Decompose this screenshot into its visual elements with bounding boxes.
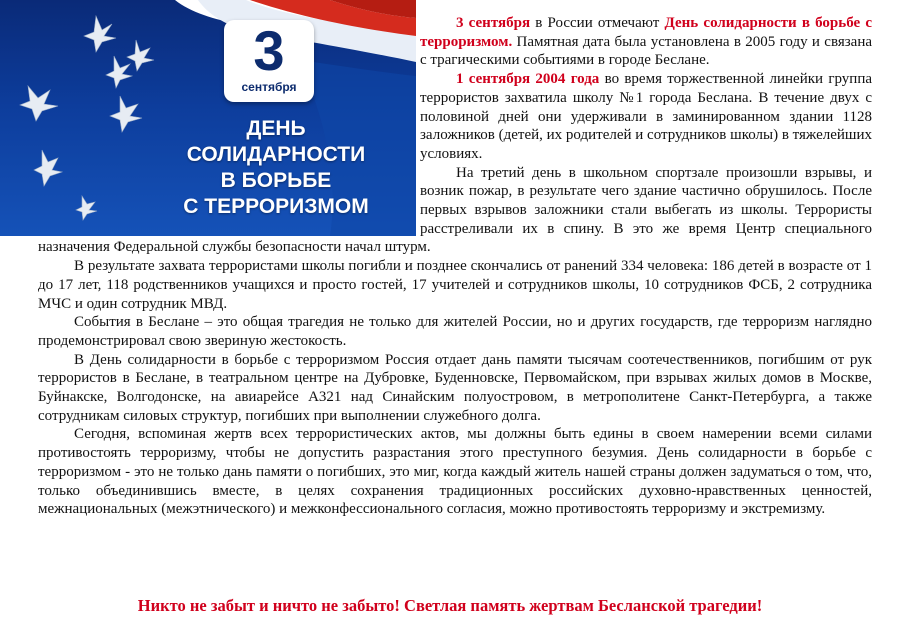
highlight-date: 3 сентября (456, 15, 531, 31)
date-month: сентября (241, 80, 297, 94)
banner-title-line: В БОРЬБЕ (220, 169, 332, 192)
paragraph-third-day: На третий день в школьном спортзале произошли взрывы, и возник пожар, в результате чего здание частично обрушилось. После первых взрывов заложники стали выбегать из школы. Террористы расстреливали их в спину. В это же время Центр специального назначения Федеральной службы безопасности начал штурм. (38, 164, 872, 256)
paragraph-tragedy: События в Беслане – это общая трагедия не только для жителей России, но и других государств, где терроризм наглядно продемонстрировал свою звериную жестокость. (38, 314, 872, 349)
paragraph-memory: В День солидарности в борьбе с терроризмом Россия отдает дань памяти тысячам соотечественников, погибшим от рук террористов в Беслане, в театральном центре на Дубровке, Буденновске, Первомайском, при взрывах жилых домов в Москве, Буйнакске, Волгодонске, на авиарейсе А321 над Синайским полуостровом, в метрополитене Санкт-Петербурга, а также сотрудникам силовых структур, погибших при выполнении служебного долга. (38, 351, 872, 424)
article-body (38, 14, 872, 519)
paragraph-text: во время торжественной линейки группа террористов захватила школу №1 города Беслана. В течение двух с половиной дней они удерживали в заминированном здании 1128 заложников (детей, их родителей и сотрудников школы) в тяжелейших условиях. (420, 71, 873, 162)
paragraph-text: в России отмечают (530, 15, 665, 31)
banner-float-spacer (38, 14, 420, 236)
paragraph-unity: Сегодня, вспоминая жертв всех террористических актов, мы должны быть едины в своем намерении всеми силами противостоять терроризму, чтобы не допустить разрастания этого преступного безумия. День солидарности в борьбе с терроризмом - это не только дань памяти о погибших, это миг, когда каждый житель нашей страны должен задуматься о том, что, только объединившись вместе, в целях сохранения традиционных российских духовно-нравственных ценностей, межнациональных (межэтнического) и межконфессионального согласия, можно противостоять терроризму и экстремизму. (38, 426, 872, 518)
date-number: 3 (253, 19, 285, 82)
paragraph-casualties: В результате захвата террористами школы погибли и позднее скончались от ранений 334 человека: 186 детей в возрасте от 1 до 17 лет, 118 родственников учащихся и просто гостей, 17 учителей и сотрудников школы, 10 сотрудников ФСБ, 2 сотрудника МЧС и один сотрудник МВД. (38, 258, 872, 312)
highlight-holiday: День солидарности в борьбе с терроризмом. (420, 15, 873, 50)
paragraph-text: Памятная дата была установлена в 2005 году и связана с трагическими событиями в городе Беслане. (420, 33, 872, 69)
highlight-date: 1 сентября 2004 года (456, 71, 600, 88)
closing-slogan: Никто не забыт и ничто не забыто! Светлая память жертвам Бесланской трагедии! (137, 596, 763, 615)
banner-title-line: СОЛИДАРНОСТИ (186, 143, 366, 166)
banner-title-line: ДЕНЬ (246, 117, 306, 140)
banner-title-line: С ТЕРРОРИЗМОМ (183, 195, 369, 218)
